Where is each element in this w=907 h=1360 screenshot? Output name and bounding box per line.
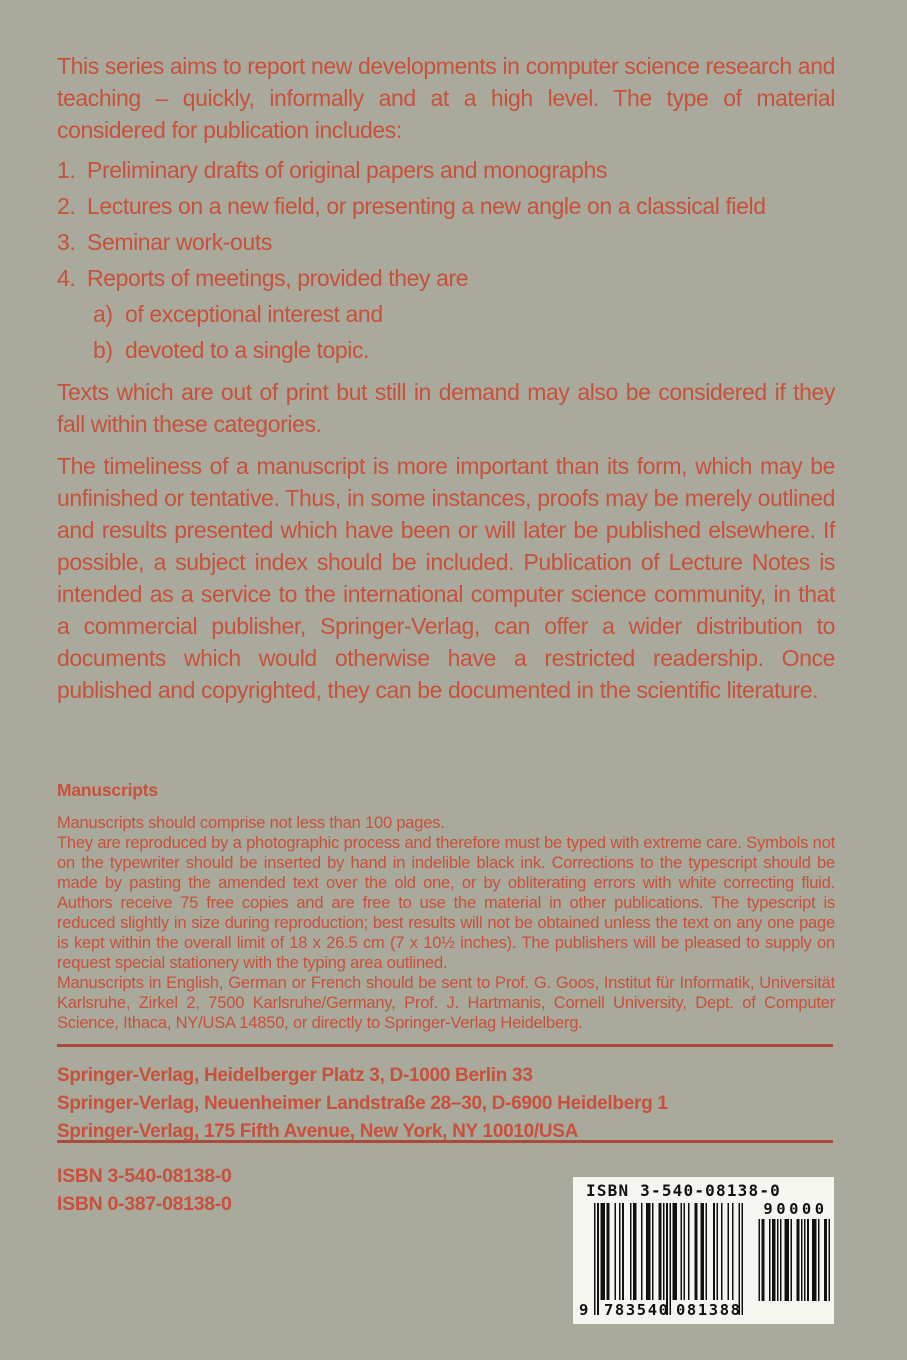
list-marker: 3. <box>57 229 76 255</box>
series-intro-paragraph: This series aims to report new developments in computer science research and teaching – quickly, informally and at a high level. The type of material considered for publication includes: <box>57 53 835 143</box>
manuscripts-section <box>57 780 835 1033</box>
list-subitem <box>93 334 835 366</box>
list-item <box>57 262 835 294</box>
barcode-addon-bars <box>757 1219 830 1306</box>
publication-types-list <box>57 154 835 366</box>
barcode-isbn-label: ISBN 3-540-08138-0 <box>586 1181 781 1200</box>
list-text: Reports of meetings, provided they are <box>87 265 469 291</box>
horizontal-rule-top <box>57 1044 833 1047</box>
isbn-line: ISBN 0-387-08138-0 <box>57 1193 232 1215</box>
list-marker: 1. <box>57 157 76 183</box>
list-item <box>57 226 835 258</box>
list-item <box>57 154 835 186</box>
timeliness-paragraph: The timeliness of a manuscript is more important than its form, which may be unfinished or tentative. Thus, in some instances, proofs may be merely outlined and results presented which have been or will later be published elsewhere. If possible, a subject index should be included. Publication of Lecture Notes is intended as a service to the international computer science community, in that a commercial publisher, Springer-Verlag, can offer a wider distribution to documents which would otherwise have a restricted readership. Once published and copyrighted, they can be documented in the scientific literature. <box>57 453 835 703</box>
list-marker: a) <box>93 301 113 327</box>
list-marker: 4. <box>57 265 76 291</box>
barcode-digits-left: 783540 <box>604 1301 670 1319</box>
manuscripts-heading: Manuscripts <box>57 780 158 800</box>
address-line: Springer-Verlag, Neuenheimer Landstraße 28–30, D-6900 Heidelberg 1 <box>57 1093 668 1114</box>
address-line: Springer-Verlag, Heidelberger Platz 3, D-1000 Berlin 33 <box>57 1065 533 1086</box>
list-marker: 2. <box>57 193 76 219</box>
list-text: devoted to a single topic. <box>125 337 370 363</box>
isbn-block <box>57 1162 457 1218</box>
barcode-digits-right: 081388 <box>676 1301 742 1319</box>
list-text: Lectures on a new field, or presenting a new angle on a classical field <box>87 193 766 219</box>
isbn-line: ISBN 3-540-08138-0 <box>57 1165 232 1187</box>
barcode-box <box>573 1177 834 1324</box>
list-text: Preliminary drafts of original papers and monographs <box>87 157 607 183</box>
barcode-digit-first: 9 <box>579 1301 589 1319</box>
list-text: of exceptional interest and <box>125 301 383 327</box>
address-line: Springer-Verlag, 175 Fifth Avenue, New York, NY 10010/USA <box>57 1121 579 1142</box>
list-subitem <box>93 298 835 330</box>
list-text: Seminar work-outs <box>87 229 272 255</box>
out-of-print-paragraph: Texts which are out of print but still in demand may also be considered if they fall within these categories. <box>57 379 835 437</box>
list-marker: b) <box>93 337 113 363</box>
series-blurb <box>57 50 835 706</box>
manuscripts-submission-paragraph: Manuscripts in English, German or French should be sent to Prof. G. Goos, Institut für Informatik, Universität Karlsruhe, Zirkel 2, 7500 Karlsruhe/Germany, Prof. J. Hartmanis, Cornell University, Dept. of Computer Science, Ithaca, NY/USA 14850, or directly to Springer-Verlag Heidelberg. <box>57 974 835 1032</box>
list-item <box>57 190 835 222</box>
barcode-addon-label: 90000 <box>763 1200 828 1218</box>
publisher-addresses <box>57 1062 835 1146</box>
manuscripts-length-paragraph: Manuscripts should comprise not less than 100 pages. <box>57 814 445 832</box>
manuscripts-production-paragraph: They are reproduced by a photographic process and therefore must be typed with extreme care. Symbols not on the typewriter should be inserted by hand in indelible black ink. Corrections to the typescript should be made by pasting the amended text over the old one, or by obliterating errors with white correcting fluid. Authors receive 75 free copies and are free to use the material in other publications. The typescript is reduced slightly in size during reproduction; best results will not be obtained unless the text on any one page is kept within the overall limit of 18 x 26.5 cm (7 x 10½ inches). The publishers will be pleased to supply on request special stationery with the typing area outlined. <box>57 834 835 972</box>
